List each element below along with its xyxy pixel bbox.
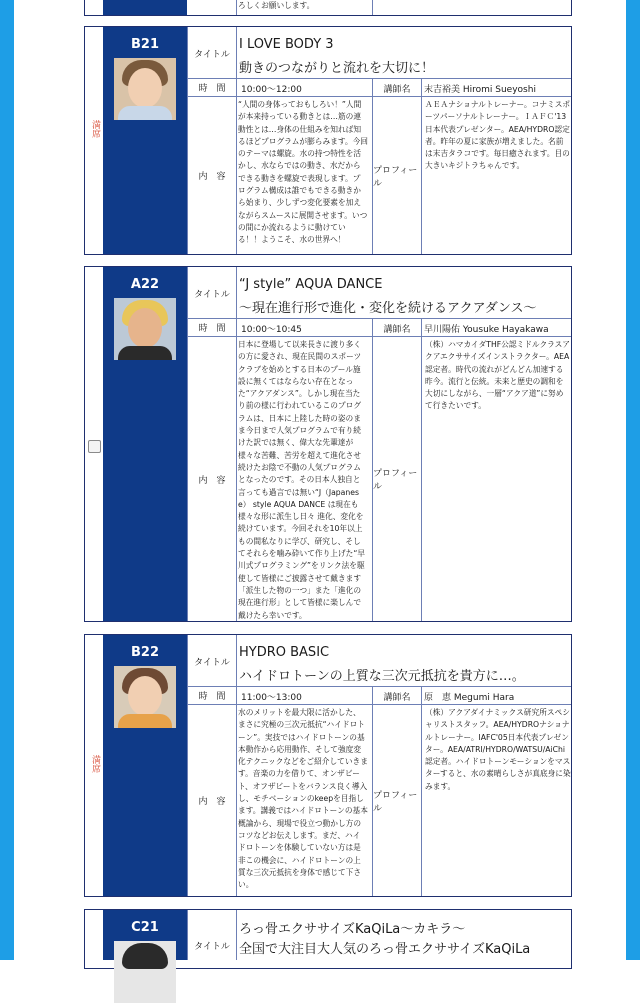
select-checkbox[interactable] [88, 440, 101, 453]
label-lecturer: 講師名 [383, 325, 411, 335]
session-time: 10:00～12:00 [241, 85, 302, 95]
right-blue-border [626, 0, 640, 960]
code-column [103, 267, 187, 621]
code-column [103, 27, 187, 254]
label-content: 内 容 [188, 705, 236, 896]
label-title: タイトル [188, 28, 236, 78]
left-blue-border [0, 0, 14, 960]
label-lecturer: 講師名 [383, 85, 411, 95]
content-text: 水のメリットを最大限に活かした、まさに究極の三次元抵抗“ハイドロトーン”。実技ではハイドロトーンの基本動作から応用動作、そして強度変化テクニックなどをご紹介していきます。音楽の力を借りて、オンザビート、オフザビートをバランス良く導入し、モチベーションのkeepを目指します。講義ではハイドロトーンの基本概論から、現場で役立つ動かし方のコツなどお伝えします。まだ、ハイドロトーンを体験していない方は是非この機会に、ハイドロトーンの上質な三次元抵抗を身体で感じて下さい。 [238, 708, 368, 890]
session-subtitle: ～現在進行形で進化・変化を続けるアクアダンス～ [239, 301, 537, 316]
session-time: 10:00～10:45 [241, 325, 302, 335]
code-column [103, 910, 187, 960]
lecturer-name: 早川陽佑 Yousuke Hayakawa [424, 325, 549, 335]
instructor-photo [114, 666, 176, 728]
status-badge: 満席 [89, 120, 100, 138]
session-code: B22 [131, 645, 159, 660]
session-code: B21 [131, 37, 159, 52]
label-time: 時 間 [188, 687, 236, 704]
session-title: “J style” AQUA DANCE [239, 277, 383, 292]
label-profile: プロフィール [373, 469, 418, 492]
session-subtitle: 動きのつながりと流れを大切に！ [239, 61, 435, 76]
profile-text: ＡＥＡナショナルトレーナー。コナミスポーツパーソナルトレーナー。ＩＡＦＣ'13日本代表プレゼンター。AEA/HYDRO認定者。昨年の夏に家族が増えました。名前は末吉タラコです。毎日癒されます。目の大きいキジトラちゃんです。 [425, 100, 571, 171]
session-subtitle: 全国で大注目大人気のろっ骨エクササイズKaQiLa [239, 942, 531, 957]
lecturer-name: 末吉裕美 Hiromi Sueyoshi [424, 85, 536, 95]
code-column [103, 0, 187, 15]
session-subtitle: ハイドロトーンの上質な三次元抵抗を貴方に…。 [239, 669, 525, 684]
label-profile: プロフィール [373, 790, 418, 814]
label-lecturer: 講師名 [383, 693, 411, 703]
lecturer-name: 原 恵 Megumi Hara [424, 693, 515, 703]
instructor-photo [114, 298, 176, 360]
label-time: 時 間 [188, 79, 236, 96]
code-column [103, 635, 187, 896]
session-title: HYDRO BASIC [239, 645, 330, 660]
label-title: タイトル [188, 268, 236, 318]
label-profile: プロフィール [373, 165, 418, 189]
session-title: ろっ骨エクササイズKaQiLa～カキラ～ [239, 922, 466, 937]
label-content: 内 容 [188, 97, 236, 254]
session-code: C21 [131, 920, 159, 935]
status-badge: 満席 [89, 755, 100, 773]
label-title: タイトル [188, 636, 236, 686]
profile-text: （株）アクアダイナミックス研究所スペシャリストスタッフ。AEA/HYDROナショナルトレーナー。IAFC'05日本代表プレゼンター。AEA/ATRI/HYDRO/WATSU/AiChi認定者。ハイドロトーンモーションをマスターすると、水の素晴らしさが真底身に染みます。 [425, 708, 571, 791]
session-time: 11:00～13:00 [241, 693, 302, 703]
content-text: ろしくお願いします。 [238, 1, 315, 10]
session-code: A22 [130, 277, 160, 292]
label-content: 内 容 [188, 337, 236, 621]
content-text: 日本に登場して以来長きに渡り多くの方に愛され、現在民間のスポーツクラブを始めとする日本のプール施設に無くてはならない存在となった“アクアダンス”。しかし現在当たり前の様に行われているこのプログラムは、日本に上陸した時の姿のまま今日まで人気プログラムで有り続けた訳では無く、偉大な先輩達が様々な苦難、苦労を超えて進化させ続けたお陰で不動の人気プログラムとなったのです。その日本人独自と言っても過言では無い“J（Japanese） style AQUA DANCE は現在も様々な形に派生し日々 進化、変化を続けています。今回それを10年以上もの間私なりに学び、研究し、そしてそれらを噛み砕いて作り上げた“早川式プログラミング”をリンク法を駆使して皆様にご披露させて戴きます「派生した物の一つ」また「進化の現在進行形」として皆様に楽しんで戴けたら幸いです。 [238, 340, 365, 620]
profile-text: （株）ハマカイダTHF公認ミドルクラスアクアエクササイズインストラクター。AEA認定者。時代の流れがどんどん加速する昨今。流行と伝統。未来と歴史の調和を大切にしながら、一層“アクア道”に努めて行きたいです。 [425, 340, 570, 411]
instructor-photo [114, 941, 176, 1003]
label-title: タイトル [188, 935, 236, 955]
content-text: “人間の身体っておもしろい！”人間が本来持っている動きとは…筋の連動性とは…身体の仕組みを知れば知るほどプログラムが膨らみます。今回のテーマは螺旋。水の持つ特性を活かし、水ならではの動き、水だからできる動きを螺旋で表現します。プログラム構成は誰でもできる動きから始まり、少しずつ変化要素を加えながらスムースに展開させます。いつの間にか流れるように動けている！！ようこそ、水の世界へ！ [238, 100, 368, 245]
instructor-photo [114, 58, 176, 120]
session-title: I LOVE BODY 3 [239, 37, 334, 52]
label-time: 時 間 [188, 319, 236, 336]
